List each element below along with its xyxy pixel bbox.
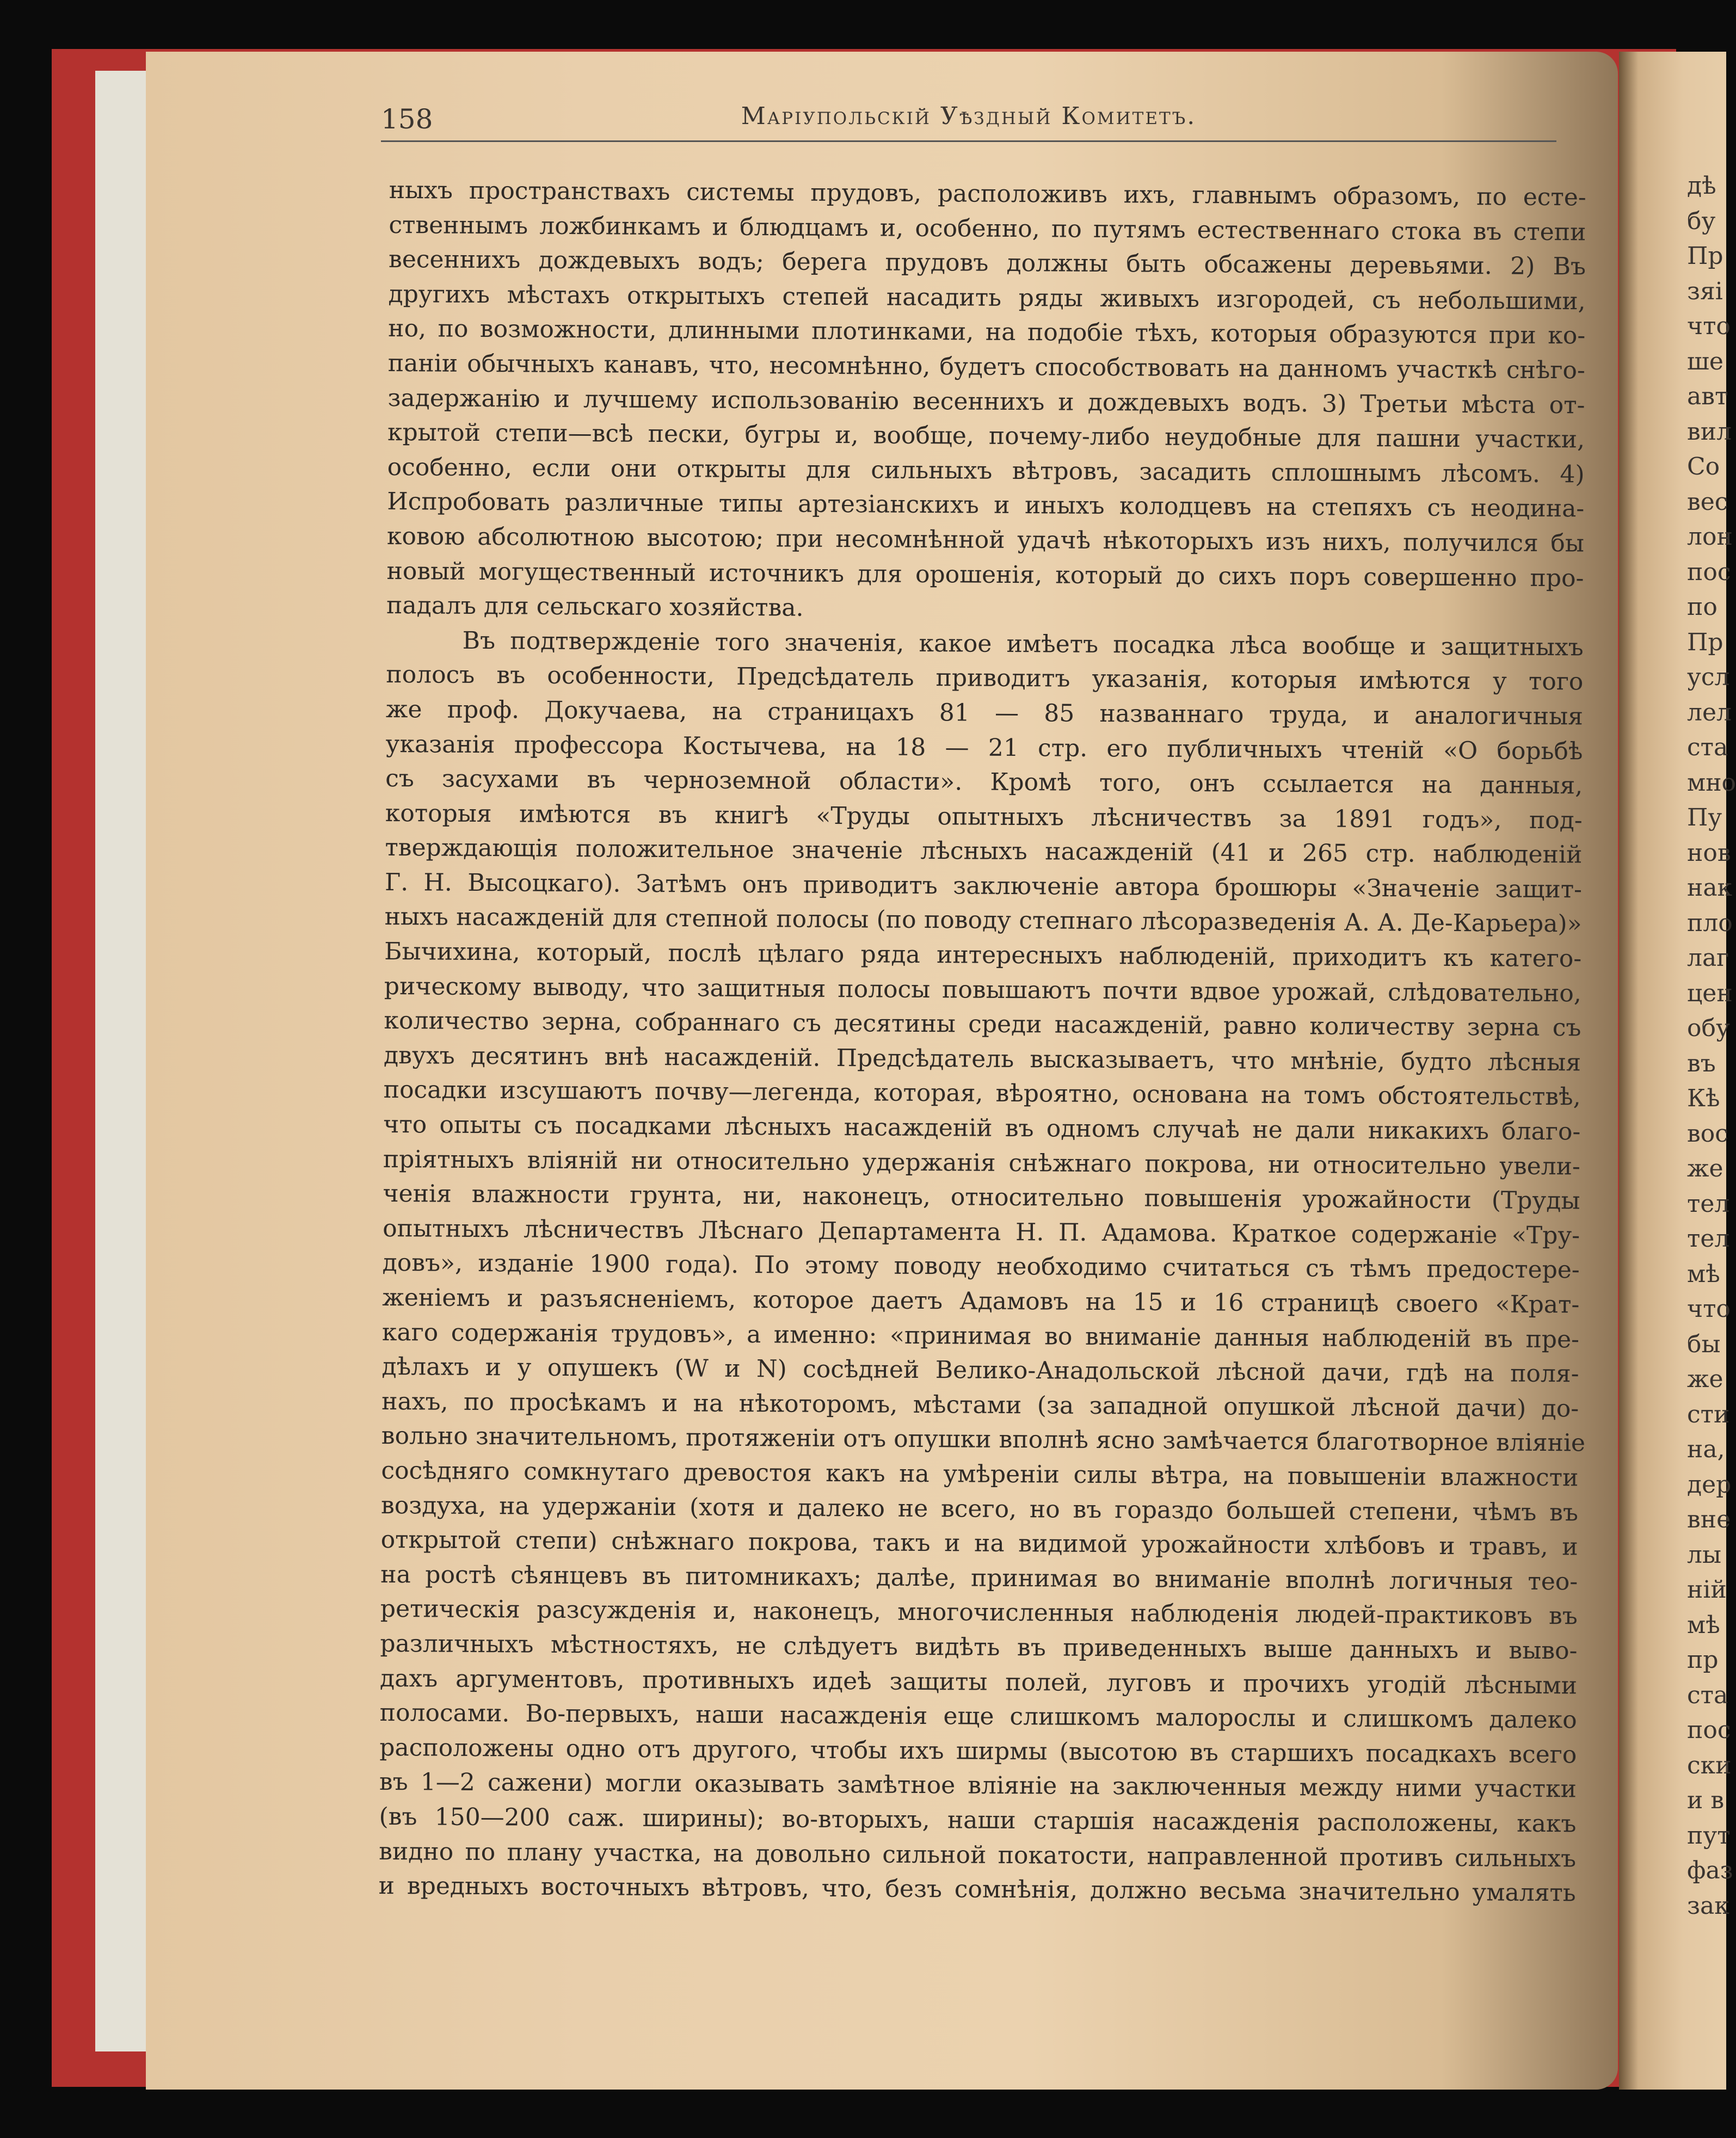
facing-page-fragment: бы	[1687, 1330, 1721, 1358]
facing-page-fragment: пр	[1687, 1646, 1719, 1674]
page-number: 158	[381, 103, 433, 135]
facing-page-fragment: ста	[1687, 734, 1728, 761]
facing-page-fragment: мѣ	[1687, 1260, 1720, 1288]
text-line: сосѣдняго сомкнутаго древостоя какъ на умѣреніи силы вѣтра, на повышеніи влажности	[381, 1456, 1579, 1492]
text-line: Г. Н. Высоцкаго). Затѣмъ онъ приводитъ заключеніе автора брошюры «Значеніе защит-	[384, 868, 1583, 904]
text-line: ченія влажности грунта, ни, наконецъ, относительно повышенія урожайности (Труды	[383, 1180, 1580, 1215]
facing-page-fragment: лел	[1687, 698, 1732, 726]
facing-page-text	[1687, 169, 1736, 1924]
facing-page-fragment: же	[1687, 1155, 1723, 1182]
text-line: видно по плану участка, на довольно сильной покатости, направленной противъ сильныхъ	[379, 1837, 1577, 1872]
facing-page-fragment: мѣ	[1687, 1611, 1720, 1639]
text-line: Испробовать различные типы артезіанскихъ и иныхъ колодцевъ на степяхъ съ неодина-	[387, 488, 1585, 523]
text-line: указанія профессора Костычева, на 18 — 21 стр. его публичныхъ чтеній «О борьбѣ	[385, 730, 1583, 765]
text-line: которыя имѣются въ книгѣ «Труды опытныхъ лѣсничествъ за 1891 годъ», под-	[385, 799, 1583, 835]
facing-page-fragment: сти	[1687, 1400, 1730, 1428]
facing-page-fragment: дер	[1687, 1470, 1732, 1499]
facing-page-fragment: усл	[1687, 663, 1730, 691]
text-line: расположены одно отъ другого, чтобы ихъ ширмы (высотою въ старшихъ посадкахъ всего	[379, 1733, 1577, 1769]
facing-page-fragment: вес	[1687, 488, 1728, 516]
facing-page-fragment: вне	[1687, 1506, 1731, 1533]
text-line: открытой степи) снѣжнаго покрова, такъ и на видимой урожайности хлѣбовъ и травъ, и	[380, 1526, 1578, 1561]
facing-page-fragment: нов	[1687, 839, 1731, 867]
facing-page-fragment: зяі	[1687, 277, 1723, 305]
text-line: опытныхъ лѣсничествъ Лѣснаго Департамента Н. П. Адамова. Краткое содержаніе «Тру-	[382, 1214, 1580, 1250]
text-line: полосъ въ особенности, Предсѣдатель приводитъ указанія, которыя имѣются у того	[386, 661, 1584, 696]
facing-page-fragment: вос	[1687, 1119, 1728, 1148]
text-line: каго содержанія трудовъ», а именно: «принимая во вниманіе данныя наблюденій въ пре-	[381, 1318, 1580, 1353]
text-line: вольно значительномъ, протяженіи отъ опушки вполнѣ ясно замѣчается благотворное вліяніе	[381, 1422, 1586, 1457]
text-line: паніи обычныхъ канавъ, что, несомнѣнно, будетъ способствовать на данномъ участкѣ снѣго-	[387, 349, 1585, 385]
text-line: воздуха, на удержаніи (хотя и далеко не всего, но въ гораздо большей степени, чѣмъ въ	[380, 1491, 1579, 1526]
text-line: но, по возможности, длинными плотинками, на подобіе тѣхъ, которыя образуются при ко-	[388, 315, 1586, 350]
text-line: Бычихина, который, послѣ цѣлаго ряда интересныхъ наблюденій, приходитъ къ катего-	[384, 938, 1582, 973]
facing-page-fragment: пло	[1687, 909, 1733, 937]
facing-page-fragment: лаг	[1687, 944, 1729, 972]
body-text	[379, 173, 1586, 1911]
text-line: задержанію и лучшему использованію весеннихъ и дождевыхъ водъ. 3) Третьи мѣста от-	[387, 384, 1585, 419]
facing-page-fragment: вил	[1687, 417, 1732, 446]
text-line: и вредныхъ восточныхъ вѣтровъ, что, безъ сомнѣнія, должно весьма значительно умалять	[378, 1872, 1576, 1907]
text-line: полосами. Во-первыхъ, наши насажденія еще слишкомъ малорослы и слишкомъ далеко	[379, 1699, 1577, 1734]
facing-page-fragment: авт	[1687, 383, 1728, 410]
facing-page-fragment: мно	[1687, 768, 1736, 797]
facing-page-fragment: лы	[1687, 1541, 1721, 1569]
facing-page-fragment: дѣ	[1687, 172, 1716, 200]
facing-page-fragment: на,	[1687, 1435, 1725, 1463]
text-line: ретическія разсужденія и, наконецъ, многочисленныя наблюденія людей-практиковъ въ	[380, 1595, 1578, 1630]
facing-page-fragment: лон	[1687, 523, 1733, 551]
text-line: ственнымъ ложбинкамъ и блюдцамъ и, особенно, по путямъ естественнаго стока въ степи	[389, 211, 1586, 247]
facing-page-fragment: цен	[1687, 979, 1733, 1007]
text-line: Въ подтвержденіе того значенія, какое имѣетъ посадка лѣса вообще и защитныхъ	[462, 626, 1584, 662]
text-line: ныхъ пространствахъ системы прудовъ, расположивъ ихъ, главнымъ образомъ, по есте-	[389, 176, 1586, 212]
text-line: различныхъ мѣстностяхъ, не слѣдуетъ видѣть въ приведенныхъ выше данныхъ и выво-	[380, 1629, 1578, 1665]
text-line: весеннихъ дождевыхъ водъ; берега прудовъ должны быть обсажены деревьями. 2) Въ	[388, 245, 1586, 281]
text-line: количество зерна, собраннаго съ десятины среди насажденій, равно количеству зерна съ	[384, 1007, 1581, 1042]
facing-page-fragment: Пу	[1687, 804, 1722, 831]
facing-page-fragment: обу	[1687, 1014, 1730, 1042]
facing-page-fragment: зак	[1687, 1891, 1729, 1920]
text-line: что опыты съ посадками лѣсныхъ насажденій въ одномъ случаѣ не дали никакихъ благо-	[383, 1110, 1581, 1146]
text-line: пріятныхъ вліяній ни относительно удержанія снѣжнаго покрова, ни относительно увели-	[383, 1145, 1581, 1181]
facing-page-fragment: по	[1687, 593, 1717, 621]
facing-page-fragment: и в	[1687, 1786, 1725, 1814]
text-line: ковою абсолютною высотою; при несомнѣнной удачѣ нѣкоторыхъ изъ нихъ, получился бы	[386, 522, 1585, 558]
text-line: дѣлахъ и у опушекъ (W и N) сосѣдней Велико-Анадольской лѣсной дачи, гдѣ на поля-	[381, 1353, 1579, 1388]
facing-page-fragment: же	[1687, 1365, 1723, 1393]
facing-page-fragment: бу	[1687, 207, 1716, 235]
text-line: падалъ для сельскаго хозяйства.	[386, 592, 804, 622]
text-line: другихъ мѣстахъ открытыхъ степей насадить ряды живыхъ изгородей, съ небольшими,	[388, 280, 1586, 316]
facing-page-fragment: ски	[1687, 1751, 1732, 1779]
facing-page-fragment: Кѣ	[1687, 1085, 1720, 1112]
facing-page-fragment: тел	[1687, 1225, 1730, 1253]
text-line: на ростѣ сѣянцевъ въ питомникахъ; далѣе, принимая во вниманіе вполнѣ логичныя тео-	[380, 1560, 1578, 1596]
text-line: новый могущественный источникъ для орошенія, который до сихъ поръ совершенно про-	[386, 557, 1584, 592]
text-line: женіемъ и разъясненіемъ, которое даетъ Адамовъ на 15 и 16 страницѣ своего «Крат-	[382, 1283, 1580, 1319]
facing-page-fragment: фаз	[1687, 1857, 1733, 1884]
text-line: дахъ аргументовъ, противныхъ идеѣ защиты полей, луговъ и прочихъ угодій лѣсными	[379, 1664, 1578, 1699]
facing-page-fragment: тел	[1687, 1190, 1730, 1218]
facing-page-fragment: нак	[1687, 874, 1733, 902]
facing-page-fragment: въ	[1687, 1049, 1716, 1077]
facing-page-fragment: ста	[1687, 1681, 1728, 1709]
text-line: крытой степи—всѣ пески, бугры и, вообще, почему-либо неудобные для пашни участки,	[387, 418, 1585, 454]
text-line: съ засухами въ черноземной области». Кромѣ того, онъ ссылается на данныя,	[385, 765, 1583, 800]
text-line: довъ», изданіе 1900 года). По этому поводу необходимо считаться съ тѣмъ предостере-	[382, 1249, 1580, 1284]
text-line: двухъ десятинъ внѣ насажденій. Предсѣдатель высказываетъ, что мнѣніе, будто лѣсныя	[383, 1041, 1581, 1077]
text-line: особенно, если они открыты для сильныхъ вѣтровъ, засадить сплошнымъ лѣсомъ. 4)	[387, 453, 1585, 489]
page-header	[381, 97, 1556, 142]
text-line: (въ 150—200 саж. ширины); во-вторыхъ, наши старшія насажденія расположены, какъ	[379, 1802, 1577, 1838]
facing-page-fragment: ше	[1687, 347, 1723, 375]
page-gutter	[95, 71, 147, 2051]
facing-page-fragment: Со	[1687, 453, 1720, 480]
facing-page-fragment: пос	[1687, 1716, 1731, 1744]
facing-page-fragment: ній	[1687, 1576, 1727, 1604]
facing-page-fragment: пос	[1687, 558, 1731, 586]
facing-page-fragment: что	[1687, 312, 1731, 340]
text-line: въ 1—2 сажени) могли оказывать замѣтное вліяніе на заключенныя между ними участки	[379, 1768, 1577, 1803]
facing-page-fragment: Пр	[1687, 242, 1723, 270]
text-line: нахъ, по просѣкамъ и на нѣкоторомъ, мѣстами (за западной опушкой лѣсной дачи) до-	[381, 1387, 1579, 1423]
text-line: посадки изсушаютъ почву—легенда, которая, вѣроятно, основана на томъ обстоятельствѣ,	[383, 1076, 1581, 1111]
text-line: же проф. Докучаева, на страницахъ 81 — 85 названнаго труда, и аналогичныя	[385, 695, 1584, 731]
facing-page-fragment: Пр	[1687, 628, 1723, 656]
text-line: рическому выводу, что защитныя полосы повышаютъ почти вдвое урожай, слѣдовательно,	[384, 972, 1581, 1008]
facing-page-fragment: что	[1687, 1295, 1731, 1323]
facing-page-fragment: пут	[1687, 1821, 1731, 1850]
running-title: Маріупольскій Уѣздный Комитетъ.	[741, 102, 1197, 130]
text-line: ныхъ насажденій для степной полосы (по поводу степнаго лѣсоразведенія А. А. Де-Карьера)»	[384, 903, 1582, 938]
text-line: тверждающія положительное значеніе лѣсныхъ насажденій (41 и 265 стр. наблюденій	[385, 834, 1583, 869]
